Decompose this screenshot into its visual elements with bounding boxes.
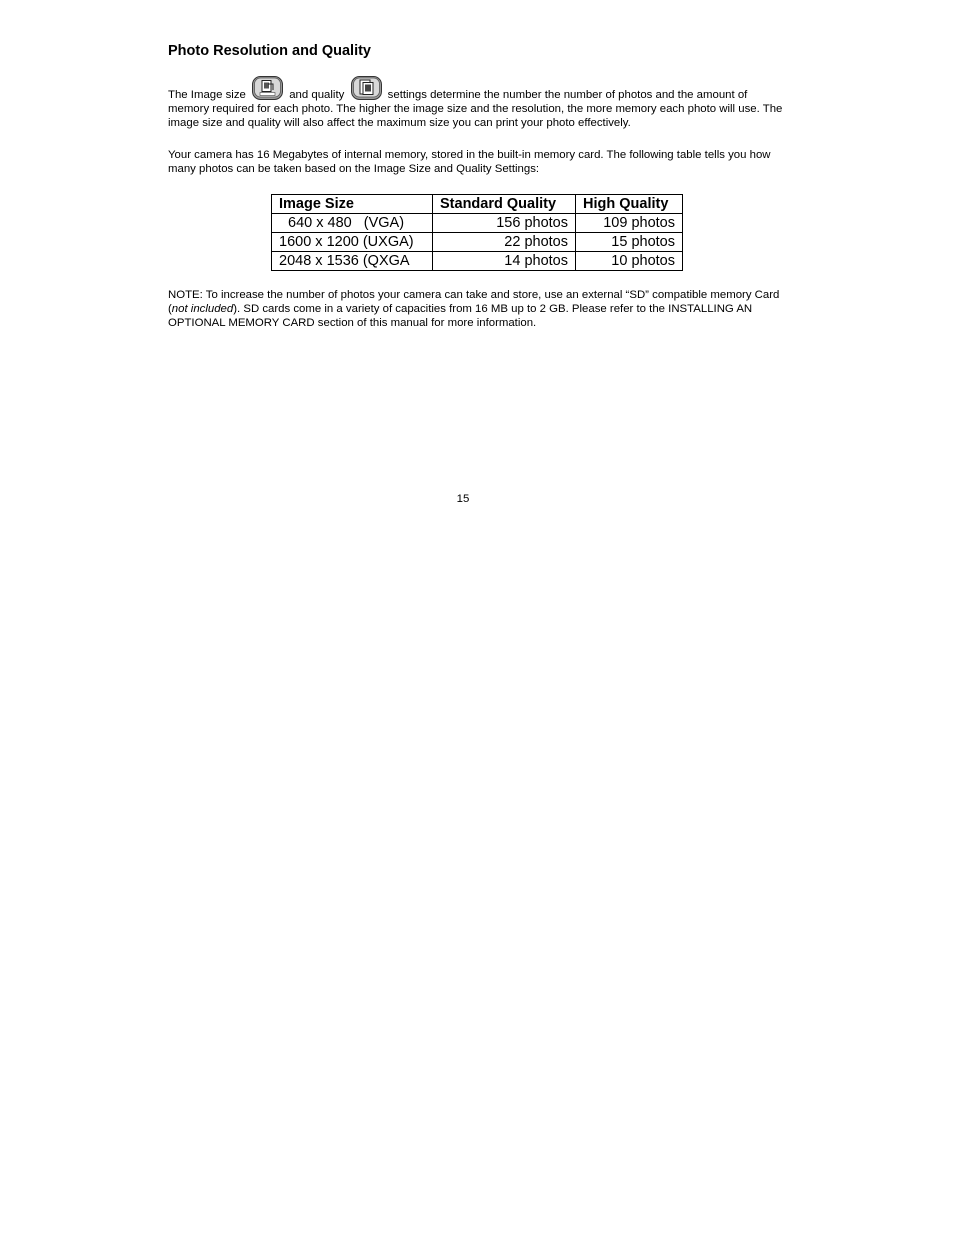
header-standard-quality: Standard Quality	[433, 195, 576, 214]
table-row	[272, 252, 683, 271]
note-paragraph	[168, 288, 788, 331]
intro-text-part3: settings determine the number the number of photos and the amount of memory required for each photo. The higher the image size and the resolution, the more memory each photo will use. The image size and quality will also affect the maximum size you can print your photo effectively.	[168, 89, 783, 130]
header-image-size: Image Size	[272, 195, 433, 214]
intro-text-part1: The Image size	[168, 89, 246, 101]
cell-standard-quality: 22 photos	[433, 233, 576, 252]
table-row	[272, 214, 683, 233]
intro-paragraph	[168, 76, 788, 131]
page-number: 15	[456, 493, 470, 505]
section-heading: Photo Resolution and Quality	[168, 43, 371, 59]
image-quality-icon	[351, 76, 382, 100]
table-header-row	[272, 195, 683, 214]
note-emphasis: not included	[171, 303, 234, 316]
cell-high-quality: 15 photos	[576, 233, 683, 252]
document-page	[168, 42, 788, 331]
note-text-part2: ). SD cards come in a variety of capacities from 16 MB up to 2 GB. Please refer to the INSTALLING AN OPTIONAL MEMORY CARD section of this manual for more information.	[168, 303, 753, 330]
note-text-part1: NOTE: To increase the number of photos your camera can take and store, use an external “SD” compatible memory Card (	[168, 289, 780, 316]
cell-image-size: 640 x 480 (VGA)	[272, 214, 433, 233]
cell-standard-quality: 14 photos	[433, 252, 576, 271]
cell-image-size: 1600 x 1200 (UXGA)	[272, 233, 433, 252]
intro-text-part2: and quality	[289, 89, 345, 101]
memory-paragraph: Your camera has 16 Megabytes of internal memory, stored in the built-in memory card. The following table tells you how many photos can be taken based on the Image Size and Quality Settings:	[168, 148, 771, 175]
header-high-quality: High Quality	[576, 195, 683, 214]
cell-standard-quality: 156 photos	[433, 214, 576, 233]
image-size-icon	[252, 76, 283, 100]
cell-high-quality: 10 photos	[576, 252, 683, 271]
cell-high-quality: 109 photos	[576, 214, 683, 233]
photo-capacity-table	[271, 194, 683, 271]
cell-image-size: 2048 x 1536 (QXGA	[272, 252, 433, 271]
table-row	[272, 233, 683, 252]
